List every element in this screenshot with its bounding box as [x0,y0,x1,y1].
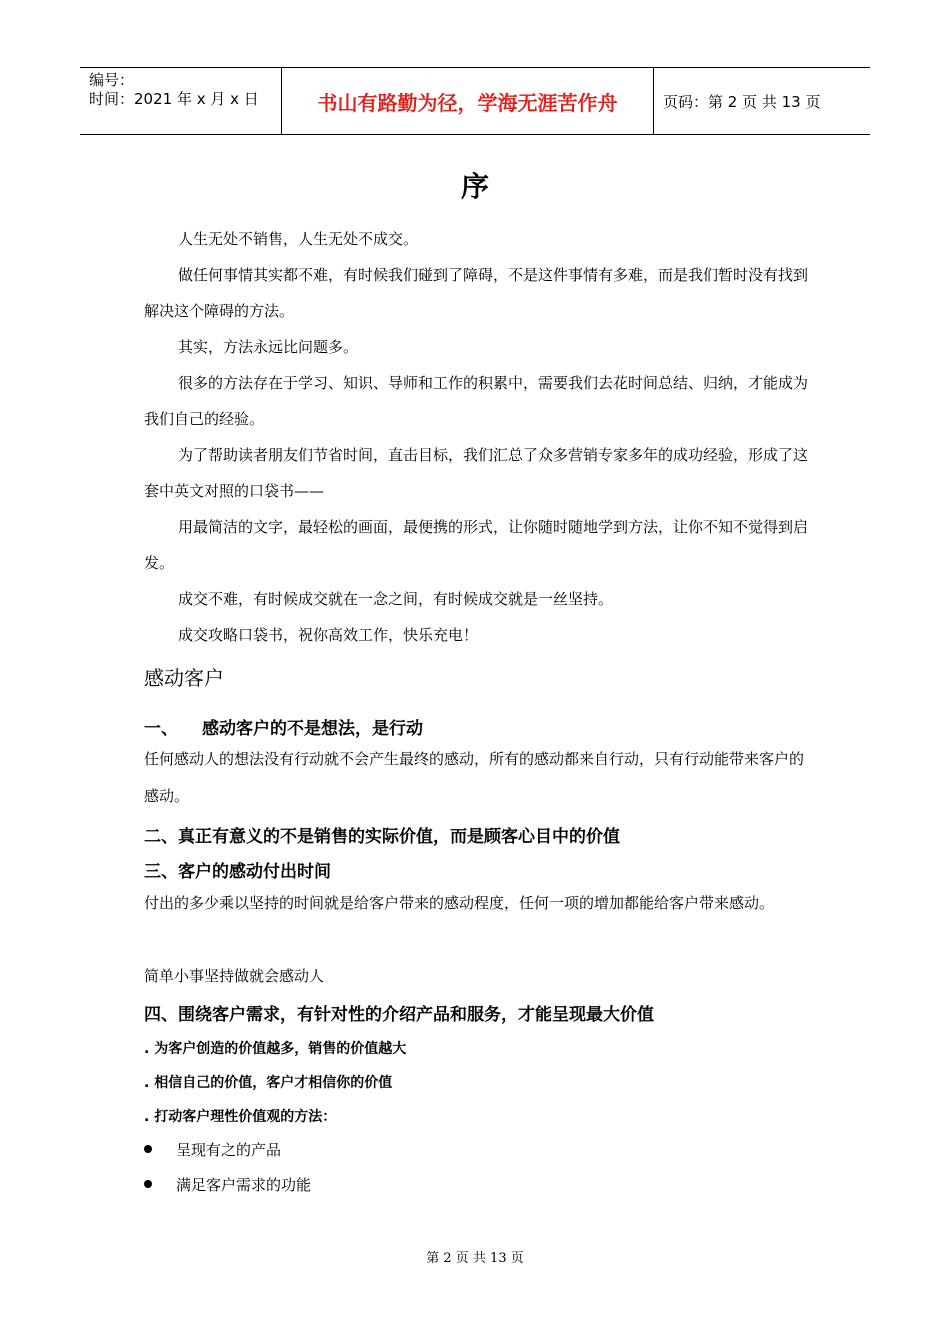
bullet-dot-icon [144,1180,152,1188]
preface-paragraph: 其实，方法永远比问题多。 [178,338,359,356]
subpoint-2: . 相信自己的价值，客户才相信你的价值 [144,1075,393,1091]
subpoint-3: . 打动客户理性价值观的方法： [144,1109,337,1125]
heading-2: 二、真正有意义的不是销售的实际价值，而是顾客心目中的价值 [144,827,620,847]
preface-paragraph: 成交不难，有时候成交就在一念之间，有时候成交就是一丝坚持。 [178,590,614,608]
preface-paragraph: 成交攻略口袋书，祝你高效工作，快乐充电！ [178,626,479,644]
header-page-info: 页码：第 2 页 共 13 页 [663,92,821,111]
time-label: 时间：2021 年 x 月 x 日 [89,90,259,108]
paragraph-1: 任何感动人的想法没有行动就不会产生最终的感动，所有的感动都来自行动，只有行动能带来客户的感动。 [144,750,805,805]
bullet-text: 呈现有之的产品 [176,1141,282,1159]
subpoint-1: . 为客户创造的价值越多，销售的价值越大 [144,1041,407,1057]
heading-4: 四、围绕客户需求，有针对性的介绍产品和服务，才能呈现最大价值 [144,1005,654,1025]
preface-paragraph: 做任何事情其实都不难，有时候我们碰到了障碍，不是这件事情有多难，而是我们暂时没有找到解决这个障碍的方法。 [144,266,809,320]
paragraph-3: 简单小事坚持做就会感动人 [144,967,325,985]
preface-body [144,221,814,653]
section-heading: 感动客户 [144,666,224,690]
header-meta [80,68,281,134]
bullet-item [144,1174,814,1195]
bullet-dot-icon [144,1145,152,1153]
preface-paragraph: 用最简洁的文字，最轻松的画面，最便携的形式，让你随时随地学到方法，让你不知不觉得到启发。 [144,518,809,572]
page-footer: 第 2 页 共 13 页 [426,1251,524,1266]
header-motto: 书山有路勤为径，学海无涯苦作舟 [281,68,654,134]
bullet-text: 满足客户需求的功能 [176,1176,312,1194]
heading-3: 三、客户的感动付出时间 [144,862,331,882]
heading-1-text: 感动客户的不是想法，是行动 [202,719,423,739]
preface-paragraph: 很多的方法存在于学习、知识、导师和工作的积累中，需要我们去花时间总结、归纳，才能成为我们自己的经验。 [144,374,809,428]
preface-paragraph: 人生无处不销售，人生无处不成交。 [178,230,419,248]
page-title: 序 [460,170,489,203]
heading-1-number: 一、 [144,719,178,739]
number-label: 编号： [89,71,135,89]
page-header [80,67,870,135]
heading-1 [144,714,814,739]
preface-paragraph: 为了帮助读者朋友们节省时间，直击目标，我们汇总了众多营销专家多年的成功经验，形成了这套中英文对照的口袋书—— [144,446,809,500]
bullet-item [144,1139,814,1160]
paragraph-2: 付出的多少乘以坚持的时间就是给客户带来的感动程度，任何一项的增加都能给客户带来感动。 [144,894,775,912]
